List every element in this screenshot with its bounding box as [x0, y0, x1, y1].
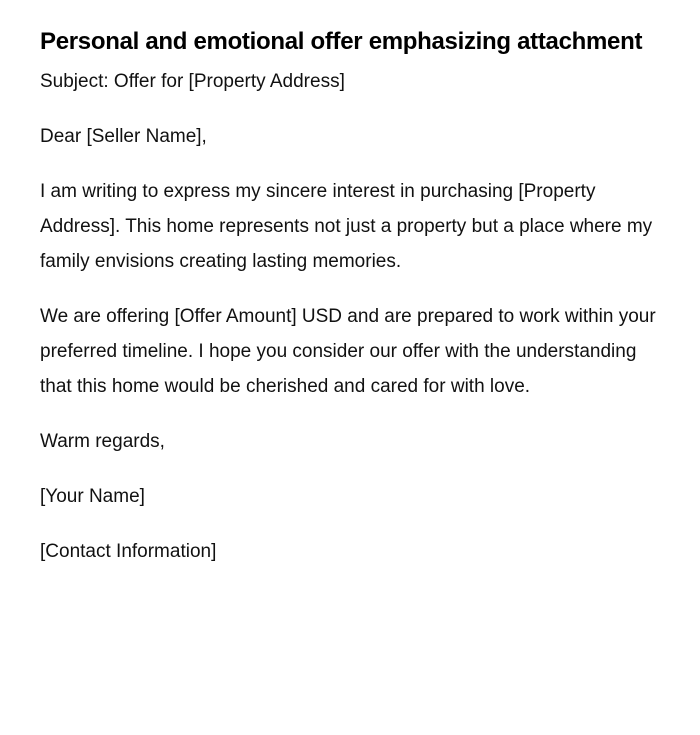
body-paragraph: We are offering [Offer Amount] USD and are prepared to work within your preferred timeline. I hope you consider our offer with the understanding that this home would be cherished and cared for with love. [40, 306, 656, 397]
contact-information: [Contact Information] [40, 541, 217, 562]
signature-name: [Your Name] [40, 486, 145, 507]
body-paragraph: I am writing to express my sincere interest in purchasing [Property Address]. This home represents not just a property but a place where my family envisions creating lasting memories. [40, 181, 653, 272]
subject-line: Subject: Offer for [Property Address] [40, 71, 345, 92]
closing: Warm regards, [40, 431, 165, 452]
greeting: Dear [Seller Name], [40, 126, 207, 147]
document-title: Personal and emotional offer emphasizing attachment [40, 28, 643, 55]
